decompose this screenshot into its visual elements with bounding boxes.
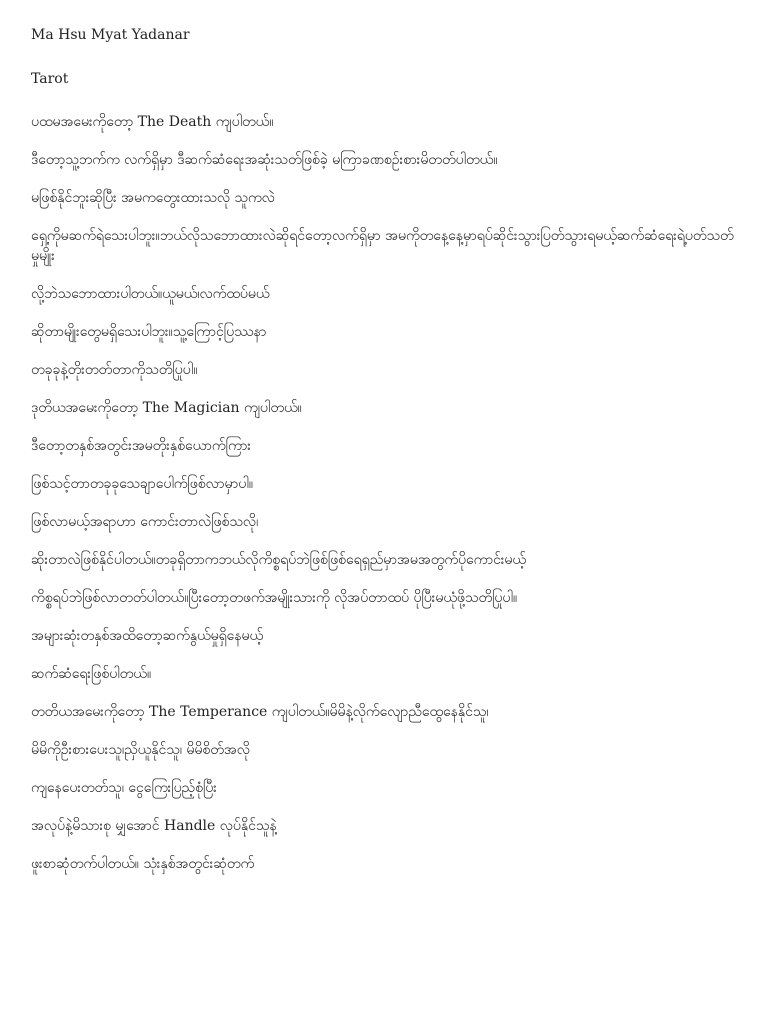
paragraph-line: ကျနေပေးတတ်သူ၊ ငွေကြေးပြည့်စုံပြီး [31, 780, 217, 796]
paragraph-line: ဒုတိယအမေးကိုတော့ The Magician ကျပါတယ်။ [31, 400, 302, 416]
author-name: Ma Hsu Myat Yadanar [31, 27, 190, 43]
paragraph-temperance [31, 702, 741, 874]
paragraph-line: ရှေ့ကိုမဆက်ရဲသေးပါဘူး။ဘယ်လိုသဘောထားလဲဆိုရင်တော့လက်ရှိမှာ အမကိုတနေ့နေ့မှာရပ်ဆိုင်းသွားပြတ်သွားရမယ့်ဆက်ဆံရေးရဲ့ပတ်သတ်မှုမျိုး [31, 228, 734, 264]
paragraph-line: ဖြစ်သင့်တာတခုခုသေချာပေါက်ဖြစ်လာမှာပါ။ [31, 476, 253, 492]
paragraph-line: မိမိကိုဦးစားပေးသူ၊ညှိယူနိုင်သူ၊ မိမိစိတ်အလို [31, 742, 250, 758]
paragraph-line: လို့ဘဲသဘောထားပါတယ်။ယူမယ်၊လက်ထပ်မယ် [31, 286, 270, 302]
paragraph-line: ဆိုတာမျိုးတွေမရှိသေးပါဘူး။သူ့ကြောင့်ပြဿနာ [31, 324, 267, 340]
paragraph-line: ဒီတော့တနှစ်အတွင်းအမတိုးနှစ်ယောက်ကြား [31, 438, 251, 454]
paragraph-line: ဒီတော့သူ့ဘက်က လက်ရှိမှာ ဒီဆက်ဆံရေးအဆုံးသတ်ဖြစ်ခဲ့ မကြာခဏစဉ်းစားမိတတ်ပါတယ်။ [31, 152, 498, 168]
paragraph-line: မဖြစ်နိုင်ဘူးဆိုပြီး အမကတွေးထားသလို သူကလဲ [31, 190, 275, 206]
paragraph-line: ကိစ္စရပ်ဘဲဖြစ်လာတတ်ပါတယ်။ပြီးတော့တဖက်အမျိုးသားကို လိုအပ်တာထပ် ပိုပြီးမယုံဖို့သတိပြုပါ။ [31, 590, 518, 606]
document-body [31, 25, 741, 892]
paragraph-line: အလုပ်နဲ့မိသားစု မျှအောင် Handle လုပ်နိုင်သူနဲ့ [31, 818, 277, 834]
document-title: Tarot [31, 71, 69, 87]
paragraph-line: ဖြစ်လာမယ့်အရာဟာ ကောင်းတာလဲဖြစ်သလို၊ [31, 514, 259, 530]
paragraph-line: ဆက်ဆံရေးဖြစ်ပါတယ်။ [31, 666, 152, 682]
paragraph-line: တတိယအမေးကိုတော့ The Temperance ကျပါတယ်။မိမိနဲ့လိုက်လျောညီထွေနေနိုင်သူ၊ [31, 704, 489, 720]
paragraph-line: ဆိုးတာလဲဖြစ်နိုင်ပါတယ်။တခုရှိတာကဘယ်လိုကိစ္စရပ်ဘဲဖြစ်ဖြစ်ရေရှည်မှာအမအတွက်ပိုကောင်းမယ့် [31, 552, 526, 568]
paragraph-line: အများဆုံးတနှစ်အထိတော့ဆက်နွယ်မှုရှိနေမယ့် [31, 628, 264, 644]
paragraph-magician [31, 398, 741, 684]
paragraph-line: ပထမအမေးကိုတော့ The Death ကျပါတယ်။ [31, 114, 274, 130]
paragraph-line: ဖူးစာဆုံတက်ပါတယ်။ သုံးနှစ်အတွင်းဆုံတက် [31, 856, 255, 872]
paragraph-death [31, 112, 741, 380]
paragraph-line: တခုခုနဲ့တိုးတတ်တာကိုသတိပြုပါ။ [31, 362, 198, 378]
